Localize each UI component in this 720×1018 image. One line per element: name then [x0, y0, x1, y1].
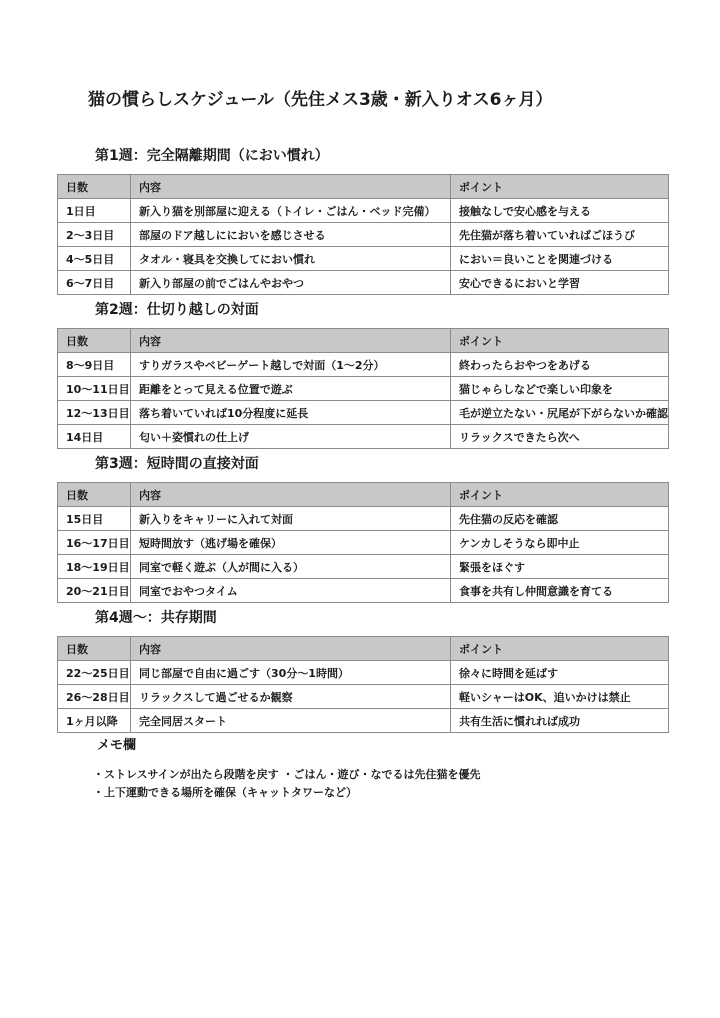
table-row — [58, 401, 669, 425]
table-row — [58, 685, 669, 709]
table-row — [58, 199, 669, 223]
week4-table — [57, 636, 669, 733]
table-row — [58, 661, 669, 685]
cell-content: 同室で軽く遊ぶ（人が間に入る） — [131, 555, 451, 579]
col-header-content: 内容 — [131, 175, 451, 199]
table-header-row — [58, 483, 669, 507]
cell-content: 落ち着いていれば10分程度に延長 — [131, 401, 451, 425]
memo-section — [93, 766, 720, 802]
cell-point: 安心できるにおいと学習 — [451, 271, 669, 295]
col-header-days: 日数 — [58, 329, 131, 353]
cell-days: 1ヶ月以降 — [58, 709, 131, 733]
table-row — [58, 377, 669, 401]
cell-days: 4〜5日目 — [58, 247, 131, 271]
cell-days: 10〜11日目 — [58, 377, 131, 401]
cell-content: タオル・寝具を交換してにおい慣れ — [131, 247, 451, 271]
cell-point: 終わったらおやつをあげる — [451, 353, 669, 377]
col-header-point: ポイント — [451, 329, 669, 353]
cell-days: 8〜9日目 — [58, 353, 131, 377]
page-title: 猫の慣らしスケジュール（先住メス3歳・新入りオス6ヶ月） — [88, 90, 553, 110]
table-row — [58, 353, 669, 377]
cell-point: におい＝良いことを関連づける — [451, 247, 669, 271]
table-row — [58, 555, 669, 579]
col-header-point: ポイント — [451, 637, 669, 661]
table-row — [58, 507, 669, 531]
cell-days: 6〜7日目 — [58, 271, 131, 295]
week2-table — [57, 328, 669, 449]
cell-point: 食事を共有し仲間意識を育てる — [451, 579, 669, 603]
cell-point: 毛が逆立たない・尻尾が下がらないか確認 — [451, 401, 669, 425]
memo-line: ・ストレスサインが出たら段階を戻す ・ごはん・遊び・なでるは先住猫を優先 — [93, 768, 481, 781]
cell-days: 15日目 — [58, 507, 131, 531]
memo-line: ・上下運動できる場所を確保（キャットタワーなど） — [93, 786, 357, 799]
cell-point: 徐々に時間を延ばす — [451, 661, 669, 685]
cell-point: ケンカしそうなら即中止 — [451, 531, 669, 555]
cell-content: 短時間放す（逃げ場を確保） — [131, 531, 451, 555]
cell-point: 先住猫が落ち着いていればごほうび — [451, 223, 669, 247]
col-header-content: 内容 — [131, 637, 451, 661]
memo-heading: メモ欄 — [97, 738, 137, 753]
cell-content: 匂い＋姿慣れの仕上げ — [131, 425, 451, 449]
cell-content: 部屋のドア越しににおいを感じさせる — [131, 223, 451, 247]
section-heading-week3: 第3週：短時間の直接対面 — [95, 456, 259, 472]
cell-days: 2〜3日目 — [58, 223, 131, 247]
table-row — [58, 247, 669, 271]
table-header-row — [58, 175, 669, 199]
cell-point: 緊張をほぐす — [451, 555, 669, 579]
cell-content: すりガラスやベビーゲート越しで対面（1〜2分） — [131, 353, 451, 377]
col-header-days: 日数 — [58, 175, 131, 199]
table-row — [58, 223, 669, 247]
cell-content: 距離をとって見える位置で遊ぶ — [131, 377, 451, 401]
col-header-content: 内容 — [131, 329, 451, 353]
table-row — [58, 709, 669, 733]
cell-point: 接触なしで安心感を与える — [451, 199, 669, 223]
week1-table — [57, 174, 669, 295]
cell-days: 26〜28日目 — [58, 685, 131, 709]
cell-point: 先住猫の反応を確認 — [451, 507, 669, 531]
cell-days: 22〜25日目 — [58, 661, 131, 685]
table-row — [58, 425, 669, 449]
cell-days: 12〜13日目 — [58, 401, 131, 425]
cell-point: 共有生活に慣れれば成功 — [451, 709, 669, 733]
section-heading-week2: 第2週：仕切り越しの対面 — [95, 302, 259, 318]
cell-days: 14日目 — [58, 425, 131, 449]
table-row — [58, 579, 669, 603]
section-heading-week1: 第1週：完全隔離期間（におい慣れ） — [95, 148, 329, 164]
section-heading-week4: 第4週〜：共存期間 — [95, 610, 217, 626]
col-header-days: 日数 — [58, 483, 131, 507]
col-header-point: ポイント — [451, 175, 669, 199]
cell-content: 同じ部屋で自由に過ごす（30分〜1時間） — [131, 661, 451, 685]
cell-days: 18〜19日目 — [58, 555, 131, 579]
cell-content: リラックスして過ごせるか観察 — [131, 685, 451, 709]
cell-days: 16〜17日目 — [58, 531, 131, 555]
cell-days: 20〜21日目 — [58, 579, 131, 603]
cell-point: 猫じゃらしなどで楽しい印象を — [451, 377, 669, 401]
col-header-point: ポイント — [451, 483, 669, 507]
cell-content: 新入り部屋の前でごはんやおやつ — [131, 271, 451, 295]
col-header-content: 内容 — [131, 483, 451, 507]
cell-days: 1日目 — [58, 199, 131, 223]
col-header-days: 日数 — [58, 637, 131, 661]
cell-content: 同室でおやつタイム — [131, 579, 451, 603]
cell-content: 新入り猫を別部屋に迎える（トイレ・ごはん・ベッド完備） — [131, 199, 451, 223]
table-row — [58, 271, 669, 295]
cell-point: リラックスできたら次へ — [451, 425, 669, 449]
table-header-row — [58, 637, 669, 661]
table-row — [58, 531, 669, 555]
table-header-row — [58, 329, 669, 353]
cell-point: 軽いシャーはOK、追いかけは禁止 — [451, 685, 669, 709]
week3-table — [57, 482, 669, 603]
cell-content: 完全同居スタート — [131, 709, 451, 733]
cell-content: 新入りをキャリーに入れて対面 — [131, 507, 451, 531]
